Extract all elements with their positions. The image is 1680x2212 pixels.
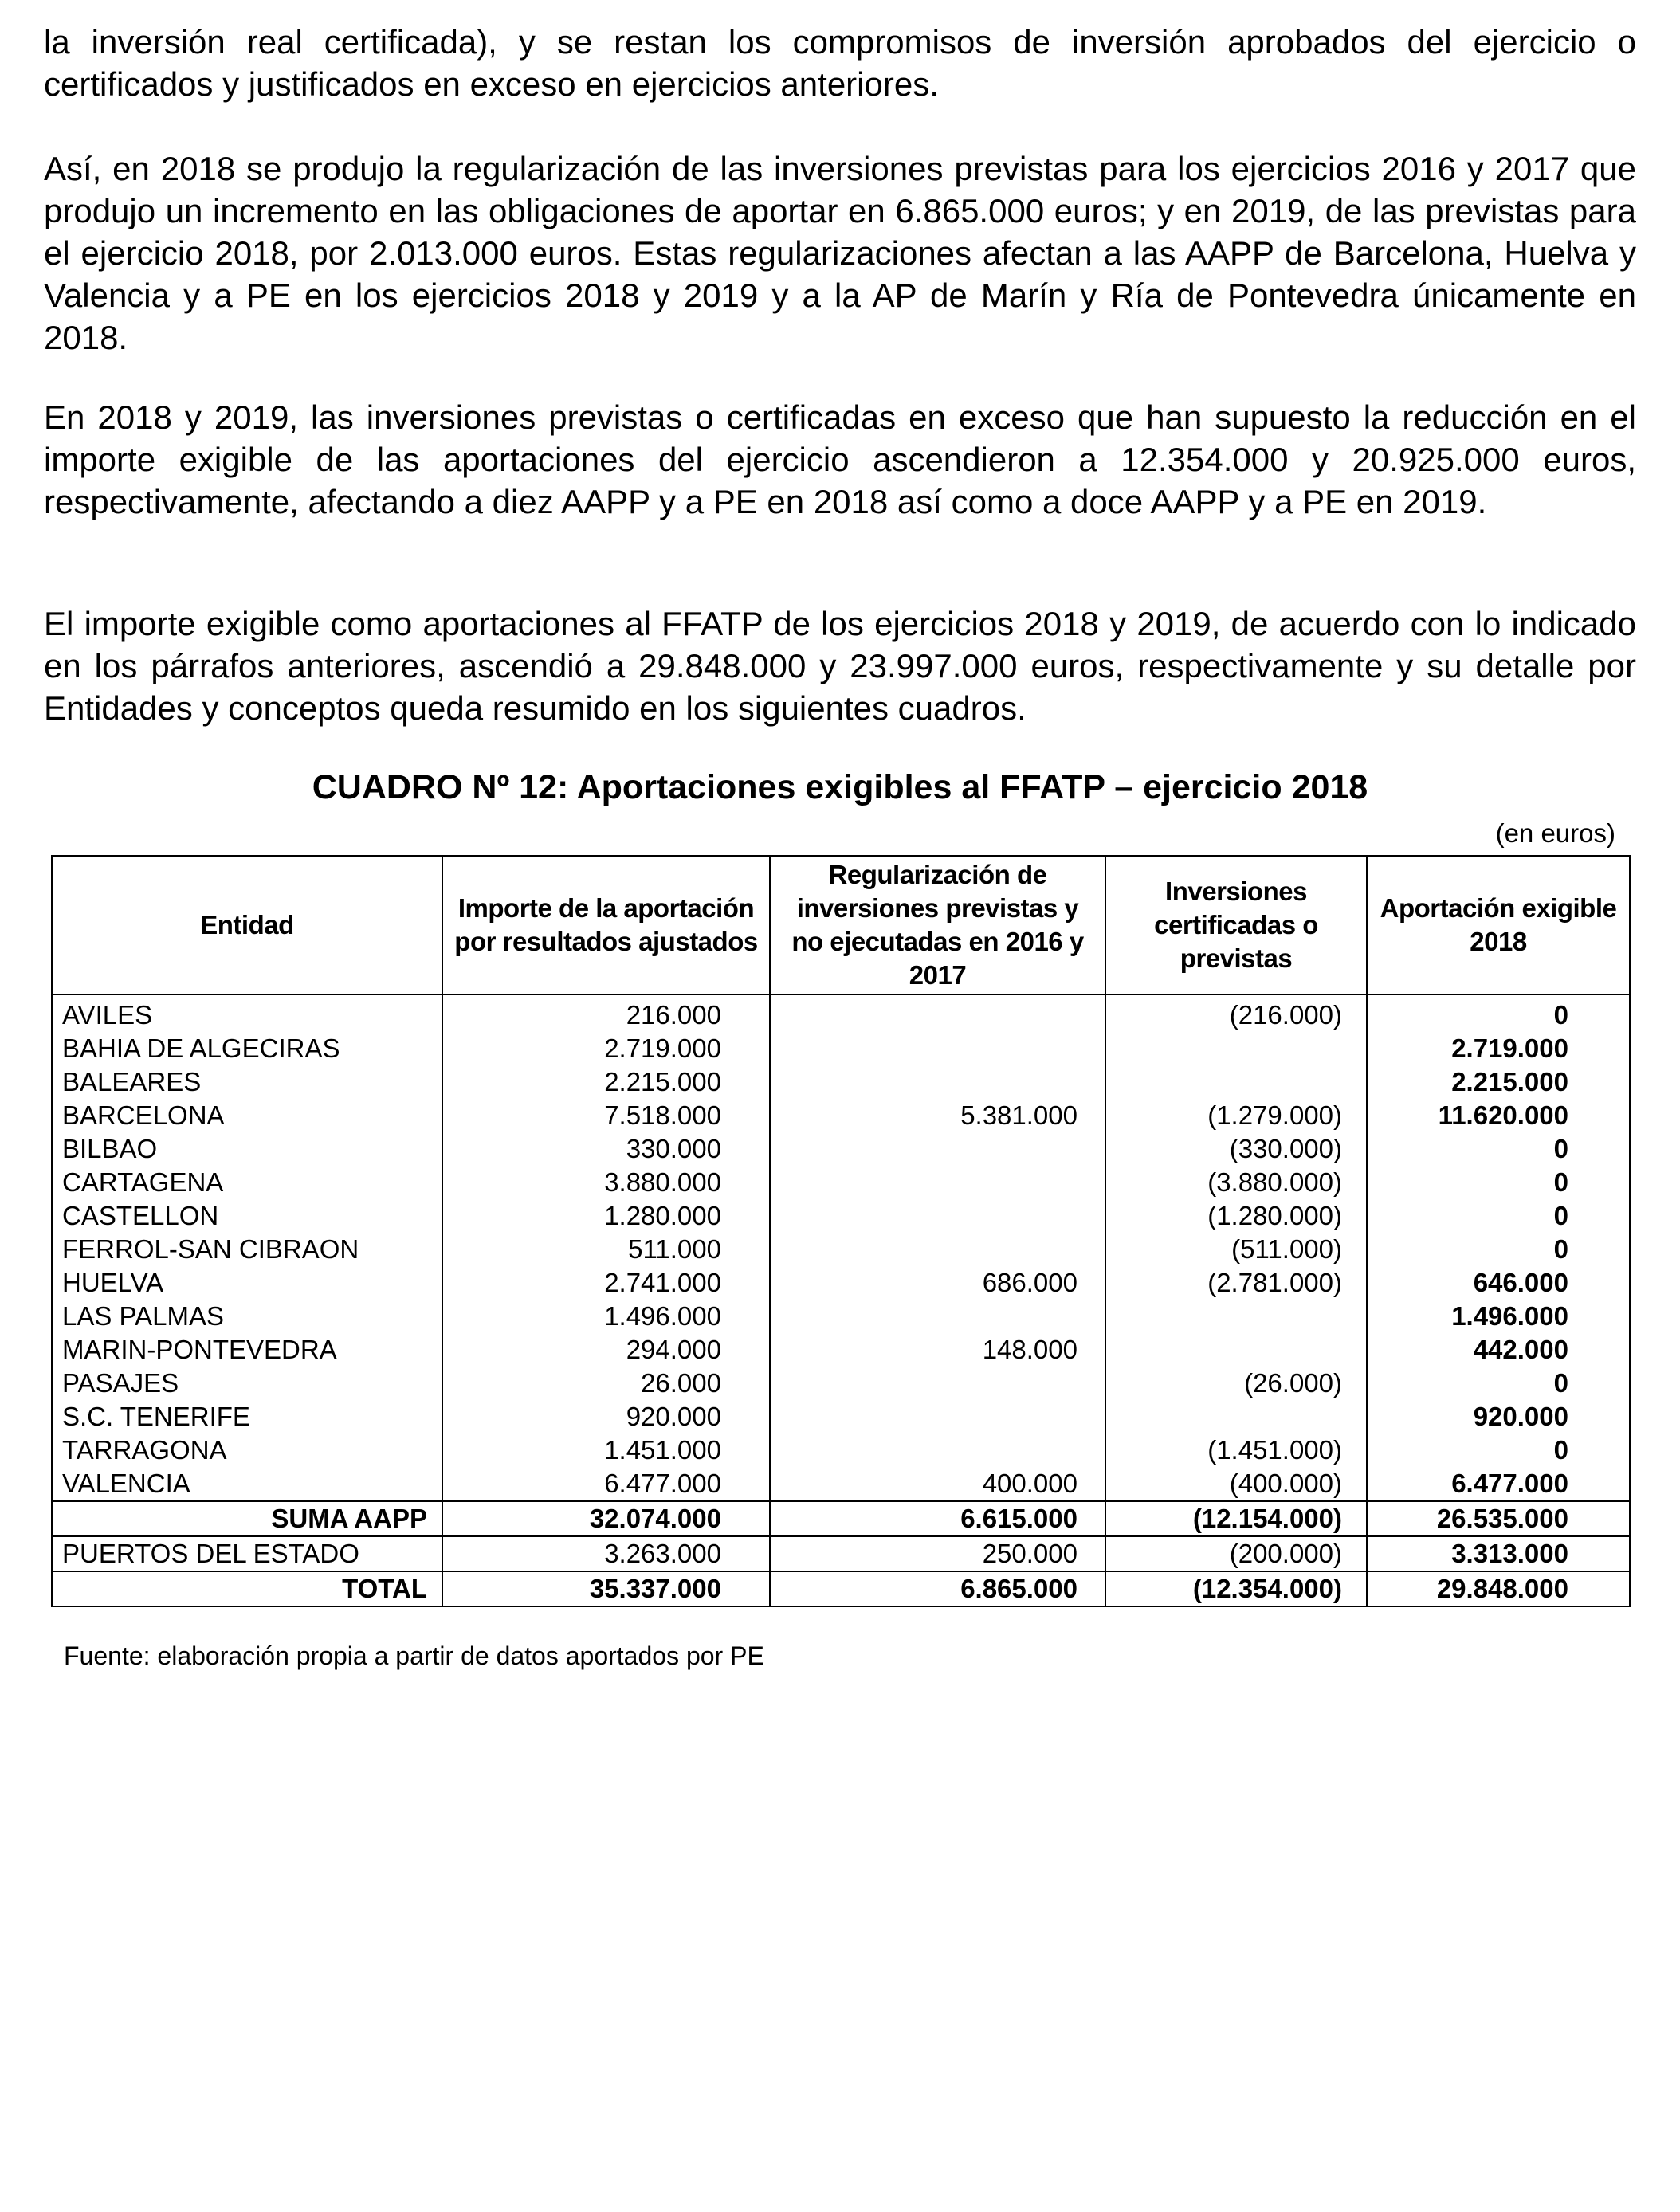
cell-importe: 2.215.000 <box>442 1065 770 1099</box>
cell-exigible: 0 <box>1367 994 1630 1032</box>
table-title: CUADRO Nº 12: Aportaciones exigibles al FFATP – ejercicio 2018 <box>312 768 1368 806</box>
table-source-note: Fuente: elaboración propia a partir de datos aportados por PE <box>64 1641 764 1670</box>
cell-regularizacion <box>770 1233 1105 1266</box>
cell-inversiones: (1.279.000) <box>1105 1099 1367 1132</box>
header-inversiones: Inversiones certificadas o previstas <box>1105 856 1367 994</box>
cell-entidad: BILBAO <box>52 1132 442 1166</box>
cell-entidad: CASTELLON <box>52 1199 442 1233</box>
cell-exigible: 442.000 <box>1367 1333 1630 1367</box>
cell-inversiones <box>1105 1333 1367 1367</box>
table-row <box>52 1132 1630 1166</box>
cell-importe: 2.719.000 <box>442 1032 770 1065</box>
cell-exigible: 26.535.000 <box>1367 1501 1630 1536</box>
cell-inversiones: (511.000) <box>1105 1233 1367 1266</box>
cell-regularizacion <box>770 1433 1105 1467</box>
cell-importe: 7.518.000 <box>442 1099 770 1132</box>
cell-importe: 920.000 <box>442 1400 770 1433</box>
table-body <box>52 994 1630 1606</box>
table-row <box>52 1065 1630 1099</box>
cell-inversiones: (26.000) <box>1105 1367 1367 1400</box>
cell-importe: 2.741.000 <box>442 1266 770 1300</box>
cell-importe: 26.000 <box>442 1367 770 1400</box>
cell-entidad: HUELVA <box>52 1266 442 1300</box>
cell-importe: 1.451.000 <box>442 1433 770 1467</box>
cell-exigible: 0 <box>1367 1199 1630 1233</box>
table-row <box>52 1367 1630 1400</box>
cell-importe: 1.496.000 <box>442 1300 770 1333</box>
cell-inversiones: (1.280.000) <box>1105 1199 1367 1233</box>
cell-entidad: SUMA AAPP <box>52 1501 442 1536</box>
cell-entidad: MARIN-PONTEVEDRA <box>52 1333 442 1367</box>
cell-importe: 3.263.000 <box>442 1536 770 1571</box>
cell-regularizacion <box>770 1132 1105 1166</box>
cell-importe: 3.880.000 <box>442 1166 770 1199</box>
cell-regularizacion <box>770 1166 1105 1199</box>
cell-exigible: 1.496.000 <box>1367 1300 1630 1333</box>
cell-importe: 511.000 <box>442 1233 770 1266</box>
header-entidad: Entidad <box>52 856 442 994</box>
cell-exigible: 0 <box>1367 1166 1630 1199</box>
cell-regularizacion: 148.000 <box>770 1333 1105 1367</box>
cell-regularizacion: 6.615.000 <box>770 1501 1105 1536</box>
cell-entidad: PUERTOS DEL ESTADO <box>52 1536 442 1571</box>
cell-inversiones: (1.451.000) <box>1105 1433 1367 1467</box>
cell-importe: 1.280.000 <box>442 1199 770 1233</box>
cell-exigible: 0 <box>1367 1132 1630 1166</box>
table-row <box>52 1300 1630 1333</box>
cell-exigible: 2.215.000 <box>1367 1065 1630 1099</box>
table-row <box>52 1166 1630 1199</box>
table-header-row <box>52 856 1630 994</box>
cell-entidad: TARRAGONA <box>52 1433 442 1467</box>
table-units: (en euros) <box>1495 818 1615 848</box>
paragraph-1: la inversión real certificada), y se restan los compromisos de inversión aprobados del ejercicio o certificados y justificados en exceso en ejercicios anteriores. <box>44 23 1636 103</box>
header-importe-aportacion: Importe de la aportación por resultados ajustados <box>442 856 770 994</box>
table-row <box>52 1199 1630 1233</box>
table-row <box>52 1032 1630 1065</box>
cell-inversiones: (216.000) <box>1105 994 1367 1032</box>
cell-importe: 294.000 <box>442 1333 770 1367</box>
total-row <box>52 1571 1630 1606</box>
contributions-table <box>51 855 1631 1607</box>
cell-regularizacion <box>770 1367 1105 1400</box>
cell-exigible: 29.848.000 <box>1367 1571 1630 1606</box>
header-regularizacion: Regularización de inversiones previstas y no ejecutadas en 2016 y 2017 <box>770 856 1105 994</box>
cell-inversiones <box>1105 1065 1367 1099</box>
cell-inversiones <box>1105 1300 1367 1333</box>
paragraph-3: En 2018 y 2019, las inversiones previstas o certificadas en exceso que han supuesto la reducción en el importe exigible de las aportaciones del ejercicio ascendieron a 12.354.000 y 20.925.000 euros, respectivamente, afectando a diez AAPP y a PE en 2018 así como a doce AAPP y a PE en 2019. <box>44 398 1636 520</box>
table-row <box>52 994 1630 1032</box>
table-row <box>52 1233 1630 1266</box>
cell-inversiones <box>1105 1400 1367 1433</box>
cell-entidad: PASAJES <box>52 1367 442 1400</box>
cell-exigible: 6.477.000 <box>1367 1467 1630 1501</box>
table-row <box>52 1099 1630 1132</box>
cell-importe: 32.074.000 <box>442 1501 770 1536</box>
cell-regularizacion: 5.381.000 <box>770 1099 1105 1132</box>
cell-entidad: BARCELONA <box>52 1099 442 1132</box>
cell-entidad: VALENCIA <box>52 1467 442 1501</box>
cell-regularizacion: 686.000 <box>770 1266 1105 1300</box>
cell-exigible: 2.719.000 <box>1367 1032 1630 1065</box>
cell-entidad: S.C. TENERIFE <box>52 1400 442 1433</box>
cell-entidad: AVILES <box>52 994 442 1032</box>
cell-entidad: CARTAGENA <box>52 1166 442 1199</box>
cell-regularizacion <box>770 1065 1105 1099</box>
table-row <box>52 1266 1630 1300</box>
cell-regularizacion <box>770 1400 1105 1433</box>
cell-regularizacion <box>770 1199 1105 1233</box>
cell-exigible: 920.000 <box>1367 1400 1630 1433</box>
paragraph-4: El importe exigible como aportaciones al FFATP de los ejercicios 2018 y 2019, de acuerdo con lo indicado en los párrafos anteriores, ascendió a 29.848.000 y 23.997.000 euros, respectivamente y su detalle por Entidades y conceptos queda resumido en los siguientes cuadros. <box>44 605 1636 727</box>
cell-inversiones: (330.000) <box>1105 1132 1367 1166</box>
cell-exigible: 3.313.000 <box>1367 1536 1630 1571</box>
cell-importe: 35.337.000 <box>442 1571 770 1606</box>
cell-regularizacion: 250.000 <box>770 1536 1105 1571</box>
cell-inversiones: (12.154.000) <box>1105 1501 1367 1536</box>
cell-importe: 6.477.000 <box>442 1467 770 1501</box>
cell-inversiones: (12.354.000) <box>1105 1571 1367 1606</box>
cell-importe: 330.000 <box>442 1132 770 1166</box>
cell-entidad: FERROL-SAN CIBRAON <box>52 1233 442 1266</box>
cell-inversiones: (200.000) <box>1105 1536 1367 1571</box>
cell-inversiones: (3.880.000) <box>1105 1166 1367 1199</box>
puertos-del-estado-row <box>52 1536 1630 1571</box>
cell-regularizacion <box>770 1032 1105 1065</box>
cell-exigible: 646.000 <box>1367 1266 1630 1300</box>
cell-entidad: TOTAL <box>52 1571 442 1606</box>
table-row <box>52 1333 1630 1367</box>
cell-importe: 216.000 <box>442 994 770 1032</box>
paragraph-2: Así, en 2018 se produjo la regularización de las inversiones previstas para los ejercicios 2016 y 2017 que produjo un incremento en las obligaciones de aportar en 6.865.000 euros; y en 2019, de las previstas para el ejercicio 2018, por 2.013.000 euros. Estas regularizaciones afectan a las AAPP de Barcelona, Huelva y Valencia y a PE en los ejercicios 2018 y 2019 y a la AP de Marín y Ría de Pontevedra únicamente en 2018. <box>44 150 1636 356</box>
cell-regularizacion <box>770 1300 1105 1333</box>
cell-regularizacion: 400.000 <box>770 1467 1105 1501</box>
table-row <box>52 1400 1630 1433</box>
cell-exigible: 0 <box>1367 1233 1630 1266</box>
cell-entidad: BAHIA DE ALGECIRAS <box>52 1032 442 1065</box>
cell-entidad: LAS PALMAS <box>52 1300 442 1333</box>
sum-aapp-row <box>52 1501 1630 1536</box>
table-row <box>52 1467 1630 1501</box>
cell-inversiones <box>1105 1032 1367 1065</box>
cell-exigible: 0 <box>1367 1367 1630 1400</box>
cell-inversiones: (400.000) <box>1105 1467 1367 1501</box>
table-row <box>52 1433 1630 1467</box>
cell-regularizacion <box>770 994 1105 1032</box>
cell-exigible: 11.620.000 <box>1367 1099 1630 1132</box>
cell-regularizacion: 6.865.000 <box>770 1571 1105 1606</box>
cell-entidad: BALEARES <box>52 1065 442 1099</box>
cell-exigible: 0 <box>1367 1433 1630 1467</box>
cell-inversiones: (2.781.000) <box>1105 1266 1367 1300</box>
header-aportacion-exigible: Aportación exigible 2018 <box>1367 856 1630 994</box>
